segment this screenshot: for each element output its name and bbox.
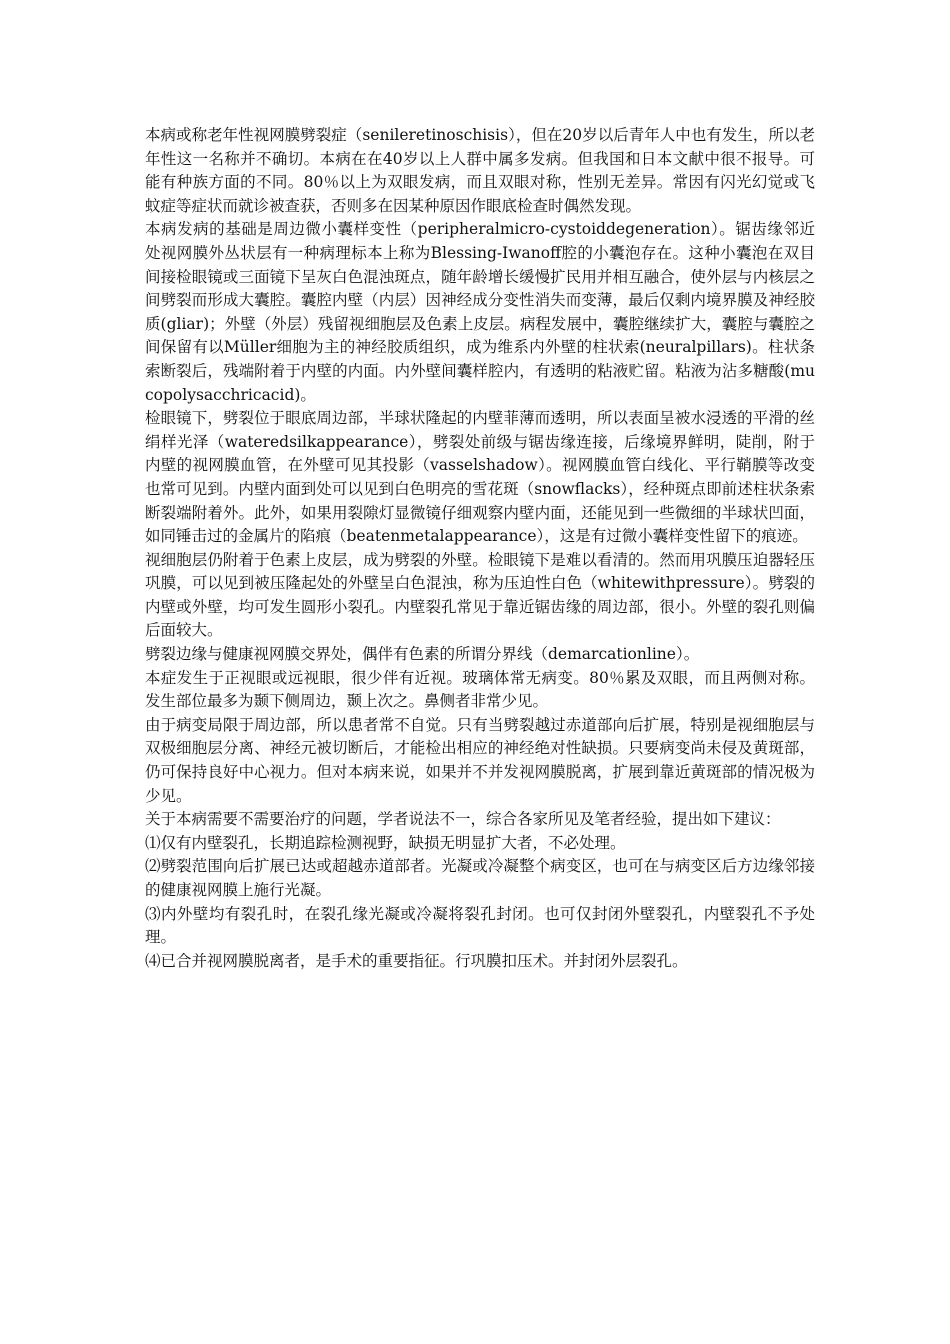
paragraph-intro: 本病或称老年性视网膜劈裂症（senileretinoschisis），但在20岁以后青年人中也有发生，所以老年性这一名称并不确切。本病在在40岁以上人群中属多发病。但我国和日本文献中很不报导。可能有种族方面的不同。80％以上为双眼发病，而且双眼对称，性别无差异。常因有闪光幻觉或飞蚊症等症状而就诊被查获，否则多在因某种原因作眼底检查时偶然发现。 — [145, 126, 815, 215]
paragraph-occurrence: 本症发生于正视眼或远视眼，很少伴有近视。玻璃体常无病变。80％累及双眼，而且两侧对称。发生部位最多为颞下侧周边，颞上次之。鼻侧者非常少见。 — [145, 668, 815, 711]
treatment-item-1: ⑴仅有内壁裂孔，长期追踪检测视野，缺损无明显扩大者，不必处理。 — [145, 833, 626, 852]
paragraph-treatment-intro: 关于本病需要不需要治疗的问题，学者说法不一，综合各家所见及笔者经验，提出如下建议： — [145, 810, 781, 829]
treatment-item-2: ⑵劈裂范围向后扩展已达或超越赤道部者。光凝或冷凝整个病变区，也可在与病变区后方边缘邻接的健康视网膜上施行光凝。 — [145, 857, 815, 899]
paragraph-demarcation: 劈裂边缘与健康视网膜交界处，偶伴有色素的所谓分界线（demarcationline）。 — [145, 645, 700, 664]
paragraph-outer-wall: 视细胞层仍附着于色素上皮层，成为劈裂的外壁。检眼镜下是难以看清的。然而用巩膜压迫器轻压巩膜，可以见到被压隆起处的外壁呈白色混浊，称为压迫性白色（whitewithpressure）。劈裂的内壁或外壁，均可发生圆形小裂孔。内壁裂孔常见于靠近锯齿缘的周边部，很小。外壁的裂孔则偏后面较大。 — [145, 550, 815, 640]
treatment-item-3: ⑶内外壁均有裂孔时，在裂孔缘光凝或冷凝将裂孔封闭。也可仅封闭外壁裂孔，内壁裂孔不予处理。 — [145, 904, 815, 947]
paragraph-ophthalmoscopy: 检眼镜下，劈裂位于眼底周边部，半球状隆起的内壁菲薄而透明，所以表面呈被水浸透的平滑的丝绢样光泽（wateredsilkappearance），劈裂处前级与锯齿缘连接，后缘境界鲜明，陡削，附于内壁的视网膜血管，在外壁可见其投影（vasselshadow）。视网膜血管白线化、平行鞘膜等改变也常可见到。内壁内面到处可以见到白色明亮的雪花斑（snowflacks），经种斑点即前述柱状条索断裂端附着外。此外，如果用裂隙灯显微镜仔细观察内壁内面，还能见到一些微细的半球状凹面，如同锤击过的金属片的陷痕（beatenmetalappearance），这是有过微小囊样变性留下的痕迹。 — [145, 409, 815, 546]
document-body — [145, 124, 815, 973]
paragraph-pathogenesis: 本病发病的基础是周边微小囊样变性（peripheralmicro-cystoiddegeneration）。锯齿缘邻近处视网膜外丛状层有一种病理标本上称为Blessing-Iwanoff腔的小囊泡存在。这种小囊泡在双目间接检眼镜或三面镜下呈灰白色混浊斑点，随年龄增长缓慢扩民用并相互融合，使外层与内核层之间劈裂而形成大囊腔。囊腔内壁（内层）因神经成分变性消失而变薄，最后仅剩内境界膜及神经胶质(gliar)；外壁（外层）残留视细胞层及色素上皮层。病程发展中，囊腔继续扩大，囊腔与囊腔之间保留有以Müller细胞为主的神经胶质组织，成为维系内外壁的柱状索(neuralpillars)。柱状条索断裂后，残端附着于内壁的内面。内外壁间囊样腔内，有透明的粘液贮留。粘液为沾多糖酸(mucopolysacchricacid)。 — [145, 220, 815, 404]
treatment-item-4: ⑷已合并视网膜脱离者，是手术的重要指征。行巩膜扣压术。并封闭外层裂孔。 — [145, 951, 688, 970]
paragraph-symptoms: 由于病变局限于周边部，所以患者常不自觉。只有当劈裂越过赤道部向后扩展，特别是视细胞层与双极细胞层分离、神经元被切断后，才能检出相应的神经绝对性缺损。只要病变尚未侵及黄斑部，仍可保持良好中心视力。但对本病来说，如果并不并发视网膜脱离，扩展到靠近黄斑部的情况极为少见。 — [145, 715, 815, 805]
